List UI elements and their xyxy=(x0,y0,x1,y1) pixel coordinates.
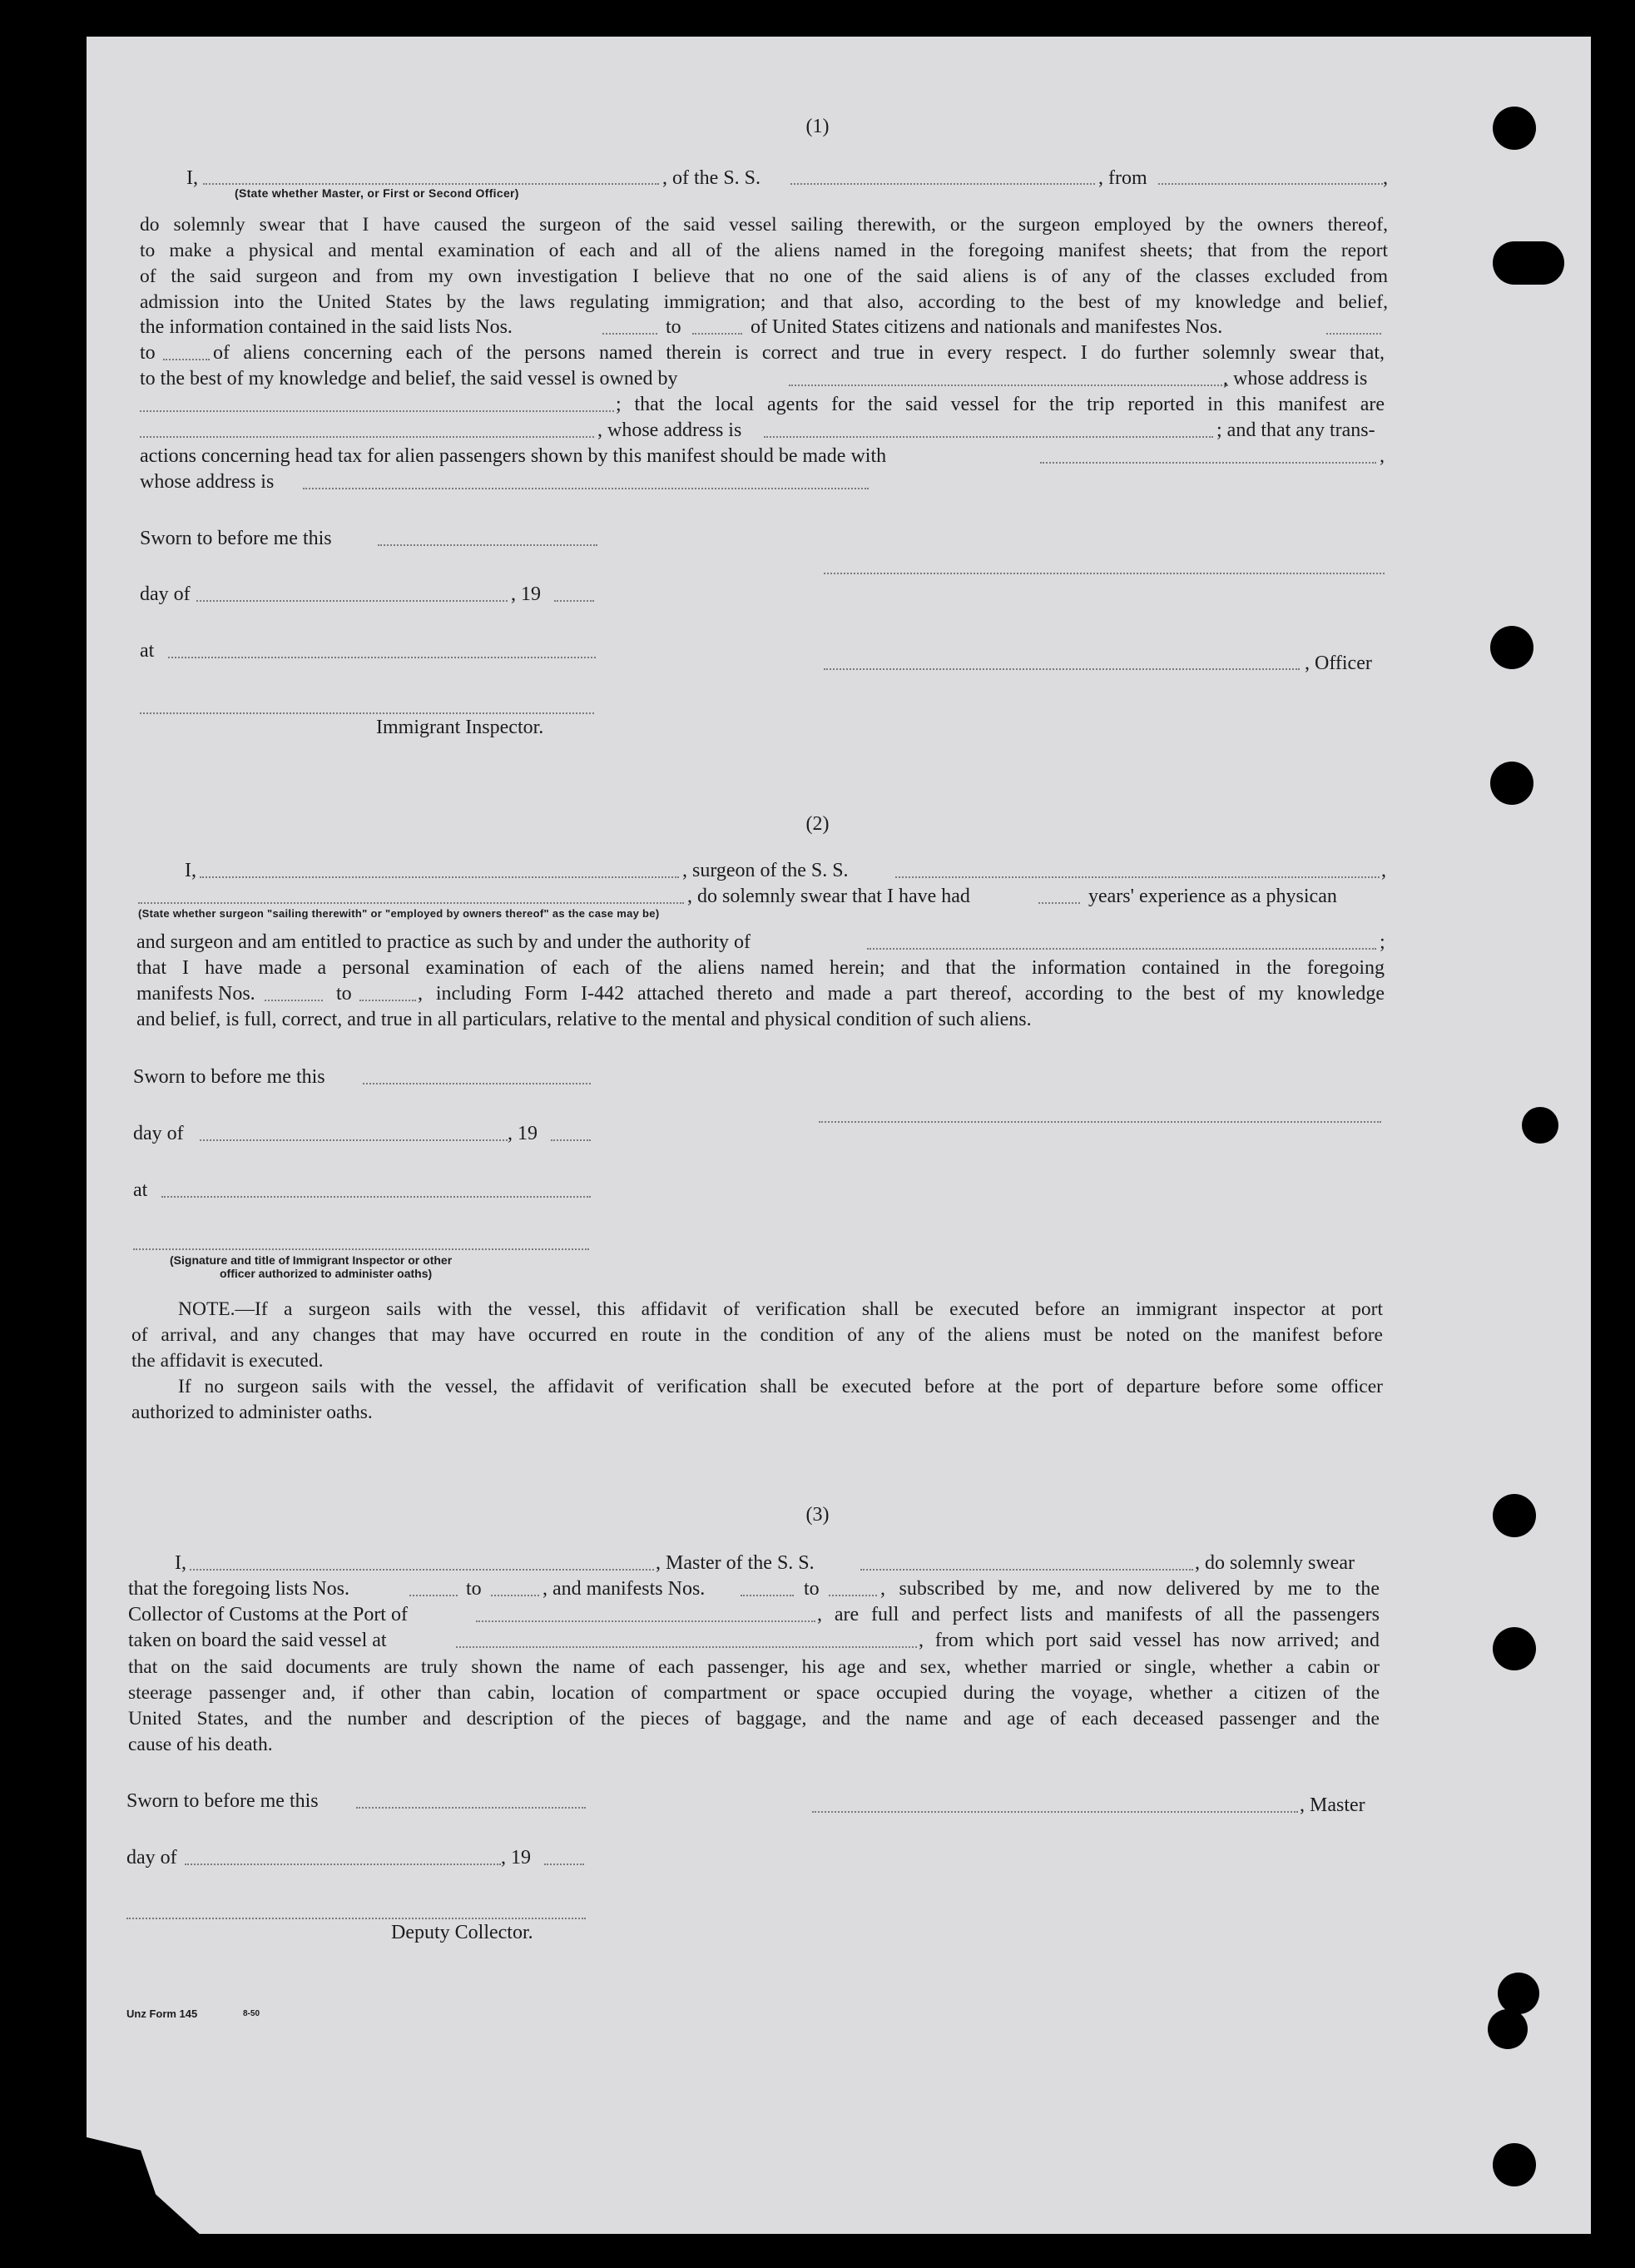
surgeon-vessel-field[interactable] xyxy=(895,876,1380,878)
oath-3-line: steerage passenger and, if other than cabin, location of compartment or space occupied during the voyage, whether a citizen of the xyxy=(128,1682,1380,1704)
binder-hole xyxy=(1493,1627,1536,1670)
oath-3-prefix: I, xyxy=(175,1552,186,1574)
solemnly-swear: , do solemnly swear xyxy=(1195,1552,1355,1574)
section-1-number: (1) xyxy=(805,116,830,137)
sworn-date-field[interactable] xyxy=(356,1807,586,1809)
local-agents-label: ; that the local agents for the said vessel for the trip reported in this manifest are xyxy=(616,394,1385,415)
form-number: Unz Form 145 xyxy=(126,2007,198,2020)
note-line: the affidavit is executed. xyxy=(131,1350,324,1372)
oath-1-from: , from xyxy=(1098,167,1147,189)
agents-address-field[interactable] xyxy=(764,436,1213,438)
note-line: NOTE.—If a surgeon sails with the vessel, this affidavit of verification shall be executed before an immigrant inspector at port xyxy=(178,1298,1383,1320)
surgeon-status-field[interactable] xyxy=(138,902,684,904)
oath-3-line: that on the said documents are truly shown the name of each passenger, his age and sex, whether married or single, whether a cabin or xyxy=(128,1656,1380,1678)
manifests-to-label: to xyxy=(336,983,352,1005)
sworn-label: Sworn to before me this xyxy=(140,528,332,549)
authority-label: and surgeon and am entitled to practice as such by and under the authority of xyxy=(136,931,751,953)
lists-from-field[interactable] xyxy=(409,1595,458,1596)
experience-label: , do solemnly swear that I have had xyxy=(687,886,970,907)
surgeon-of-ss: , surgeon of the S. S. xyxy=(682,860,849,881)
year-field[interactable] xyxy=(544,1864,584,1865)
manifests-nos-label: of United States citizens and nationals and manifestes Nos. xyxy=(751,316,1223,338)
manifests-from-field[interactable] xyxy=(1326,333,1381,335)
note-line: If no surgeon sails with the vessel, the affidavit of verification shall be executed before at the port of departure before some officer xyxy=(178,1376,1383,1397)
form-page xyxy=(87,37,1591,2234)
oath-1-body xyxy=(140,212,1388,315)
surgeon-manifests-to-field[interactable] xyxy=(359,1000,416,1001)
oath-2-prefix: I, xyxy=(185,860,196,881)
officer-label: , Officer xyxy=(1305,653,1372,674)
surgeon-manifests-from-field[interactable] xyxy=(265,1000,323,1001)
oath-1-line: do solemnly swear that I have caused the surgeon of the said vessel sailing therewith, or the surgeon employed by the owners thereof, xyxy=(140,214,1388,236)
oath-3-line: United States, and the number and description of the pieces of baggage, and the name and age of each deceased passenger and the xyxy=(128,1708,1380,1730)
owner-label: to the best of my knowledge and belief, the said vessel is owned by xyxy=(140,368,678,390)
oath-2-line: and belief, is full, correct, and true in all particulars, relative to the mental and physical condition of such aliens. xyxy=(136,1009,1032,1030)
collector-port-field[interactable] xyxy=(476,1620,815,1622)
oath-1-line: of aliens concerning each of the persons named therein is correct and true in every respect. I do further solemnly swear that, xyxy=(213,342,1385,364)
day-of-label: day of xyxy=(126,1847,177,1868)
oath-3-line: , from which port said vessel has now arrived; and xyxy=(919,1630,1380,1651)
at-label: at xyxy=(133,1179,148,1201)
owner-address-label: , whose address is xyxy=(1223,368,1368,390)
master-signature-line[interactable] xyxy=(812,1811,1298,1813)
note-line: authorized to administer oaths. xyxy=(131,1402,373,1423)
oath-1-prefix: I, xyxy=(186,167,198,189)
oath-3-line: cause of his death. xyxy=(128,1734,273,1755)
authority-field[interactable] xyxy=(867,948,1376,950)
manifests-to-field[interactable] xyxy=(829,1595,877,1596)
oath-3-line: , subscribed by me, and now delivered by me to the xyxy=(880,1578,1380,1600)
oath-1-line: admission into the United States by the laws regulating immigration; and that also, according to the best of my knowledge and belief, xyxy=(140,291,1388,313)
transactions-label: ; and that any trans- xyxy=(1216,419,1375,441)
year-prefix: , 19 xyxy=(501,1847,531,1868)
sworn-date-field[interactable] xyxy=(363,1083,591,1084)
officer-name-field[interactable] xyxy=(203,183,659,185)
boarding-port-field[interactable] xyxy=(456,1646,917,1648)
manifests-nos-label: manifests Nos. xyxy=(136,983,255,1005)
boarding-port-label: taken on board the said vessel at xyxy=(128,1630,387,1651)
binder-hole xyxy=(1488,2009,1528,2049)
master-label: , Master xyxy=(1300,1794,1365,1816)
inspector-signature-line[interactable] xyxy=(133,1248,589,1250)
lists-nos-label: that the foregoing lists Nos. xyxy=(128,1578,349,1600)
place-field[interactable] xyxy=(161,1196,591,1198)
deputy-collector-label: Deputy Collector. xyxy=(391,1922,533,1943)
surgeon-status-caption: (State whether surgeon "sailing therewith" or "employed by owners thereof" as the case may be) xyxy=(138,907,660,920)
sworn-label: Sworn to before me this xyxy=(133,1066,325,1088)
lists-to-label: to xyxy=(466,1578,482,1600)
owner-address-field[interactable] xyxy=(140,410,614,412)
oath-2-comma: , xyxy=(1381,860,1386,881)
officer-rank-caption: (State whether Master, or First or Second Officer) xyxy=(235,186,519,200)
binder-hole xyxy=(1498,1973,1539,2014)
manifests-nos-label: , and manifests Nos. xyxy=(543,1578,706,1600)
at-label: at xyxy=(140,640,155,662)
head-tax-comma: , xyxy=(1380,445,1385,467)
oath-1-line: to make a physical and mental examination of each and all of the aliens named in the foregoing manifest sheets; that from the report xyxy=(140,240,1388,261)
manifests-to-field[interactable] xyxy=(163,359,210,360)
sworn-date-field[interactable] xyxy=(378,544,597,546)
note-block xyxy=(131,1297,1383,1426)
inspector-label: Immigrant Inspector. xyxy=(376,717,544,738)
head-tax-contact-field[interactable] xyxy=(1040,462,1376,464)
month-field[interactable] xyxy=(200,1139,508,1141)
local-agents-field[interactable] xyxy=(140,436,594,438)
manifests-from-field[interactable] xyxy=(741,1595,794,1596)
oath-3-body xyxy=(128,1655,1380,1758)
signature-caption: officer authorized to administer oaths) xyxy=(220,1267,433,1280)
manifests-to-label: to xyxy=(140,342,156,364)
contact-address-field[interactable] xyxy=(303,488,869,489)
oath-2-line: that I have made a personal examination of each of the aliens named herein; and that the information contained in the foregoing xyxy=(136,957,1385,979)
oath-2-line: , including Form I-442 attached thereto and made a part thereof, according to the best of my knowledge xyxy=(418,983,1385,1005)
departure-port-field[interactable] xyxy=(1158,183,1383,185)
year-field[interactable] xyxy=(551,1139,591,1141)
years-experience-field[interactable] xyxy=(1038,902,1080,904)
binder-hole xyxy=(1493,241,1564,285)
lists-to-field[interactable] xyxy=(692,333,742,335)
month-field[interactable] xyxy=(196,600,508,602)
year-prefix: , 19 xyxy=(508,1123,538,1144)
oath-1-of-ss: , of the S. S. xyxy=(662,167,761,189)
master-of-ss: , Master of the S. S. xyxy=(656,1552,815,1574)
year-prefix: , 19 xyxy=(511,583,541,605)
form-code: 8-50 xyxy=(243,2009,260,2018)
deputy-signature-line[interactable] xyxy=(126,1918,586,1919)
binder-hole xyxy=(1490,762,1533,805)
day-of-label: day of xyxy=(133,1123,184,1144)
master-name-field[interactable] xyxy=(190,1569,654,1571)
agents-address-label: , whose address is xyxy=(597,419,742,441)
surgeon-signature-line[interactable] xyxy=(819,1121,1381,1123)
officer-title-line[interactable] xyxy=(824,668,1300,670)
section-2-number: (2) xyxy=(805,813,830,835)
place-field[interactable] xyxy=(168,657,596,658)
surgeon-name-field[interactable] xyxy=(200,876,679,878)
owner-field[interactable] xyxy=(789,385,1228,386)
binder-hole xyxy=(1522,1107,1558,1144)
lists-to-field[interactable] xyxy=(491,1595,539,1596)
collector-port-label: Collector of Customs at the Port of xyxy=(128,1604,408,1625)
oath-3-line: , are full and perfect lists and manifests of all the passengers xyxy=(817,1604,1380,1625)
note-line: of arrival, and any changes that may have occurred en route in the condition of any of the aliens must be noted on the manifest before xyxy=(131,1324,1383,1346)
manifests-to-label: to xyxy=(804,1578,820,1600)
oath-1-comma: , xyxy=(1383,167,1388,189)
month-field[interactable] xyxy=(185,1864,501,1865)
inspector-signature-line[interactable] xyxy=(140,712,594,714)
sworn-label: Sworn to before me this xyxy=(126,1790,319,1812)
vessel-name-field[interactable] xyxy=(790,183,1095,185)
section-3-number: (3) xyxy=(805,1504,830,1526)
officer-signature-line[interactable] xyxy=(824,573,1385,574)
lists-nos-label: the information contained in the said lists Nos. xyxy=(140,316,513,338)
signature-caption: (Signature and title of Immigrant Inspector or other xyxy=(170,1253,453,1267)
oath-1-line: of the said surgeon and from my own investigation I believe that no one of the said aliens is of any of the classes excluded from xyxy=(140,266,1388,287)
head-tax-label: actions concerning head tax for alien passengers shown by this manifest should be made with xyxy=(140,445,887,467)
year-field[interactable] xyxy=(554,600,594,602)
authority-semicolon: ; xyxy=(1380,931,1385,953)
binder-hole xyxy=(1493,2143,1536,2186)
lists-to-label: to xyxy=(666,316,681,338)
binder-hole xyxy=(1490,626,1533,669)
master-vessel-field[interactable] xyxy=(860,1569,1193,1571)
contact-address-label: whose address is xyxy=(140,471,275,493)
lists-from-field[interactable] xyxy=(602,333,657,335)
physician-label: years' experience as a physican xyxy=(1088,886,1337,907)
day-of-label: day of xyxy=(140,583,191,605)
